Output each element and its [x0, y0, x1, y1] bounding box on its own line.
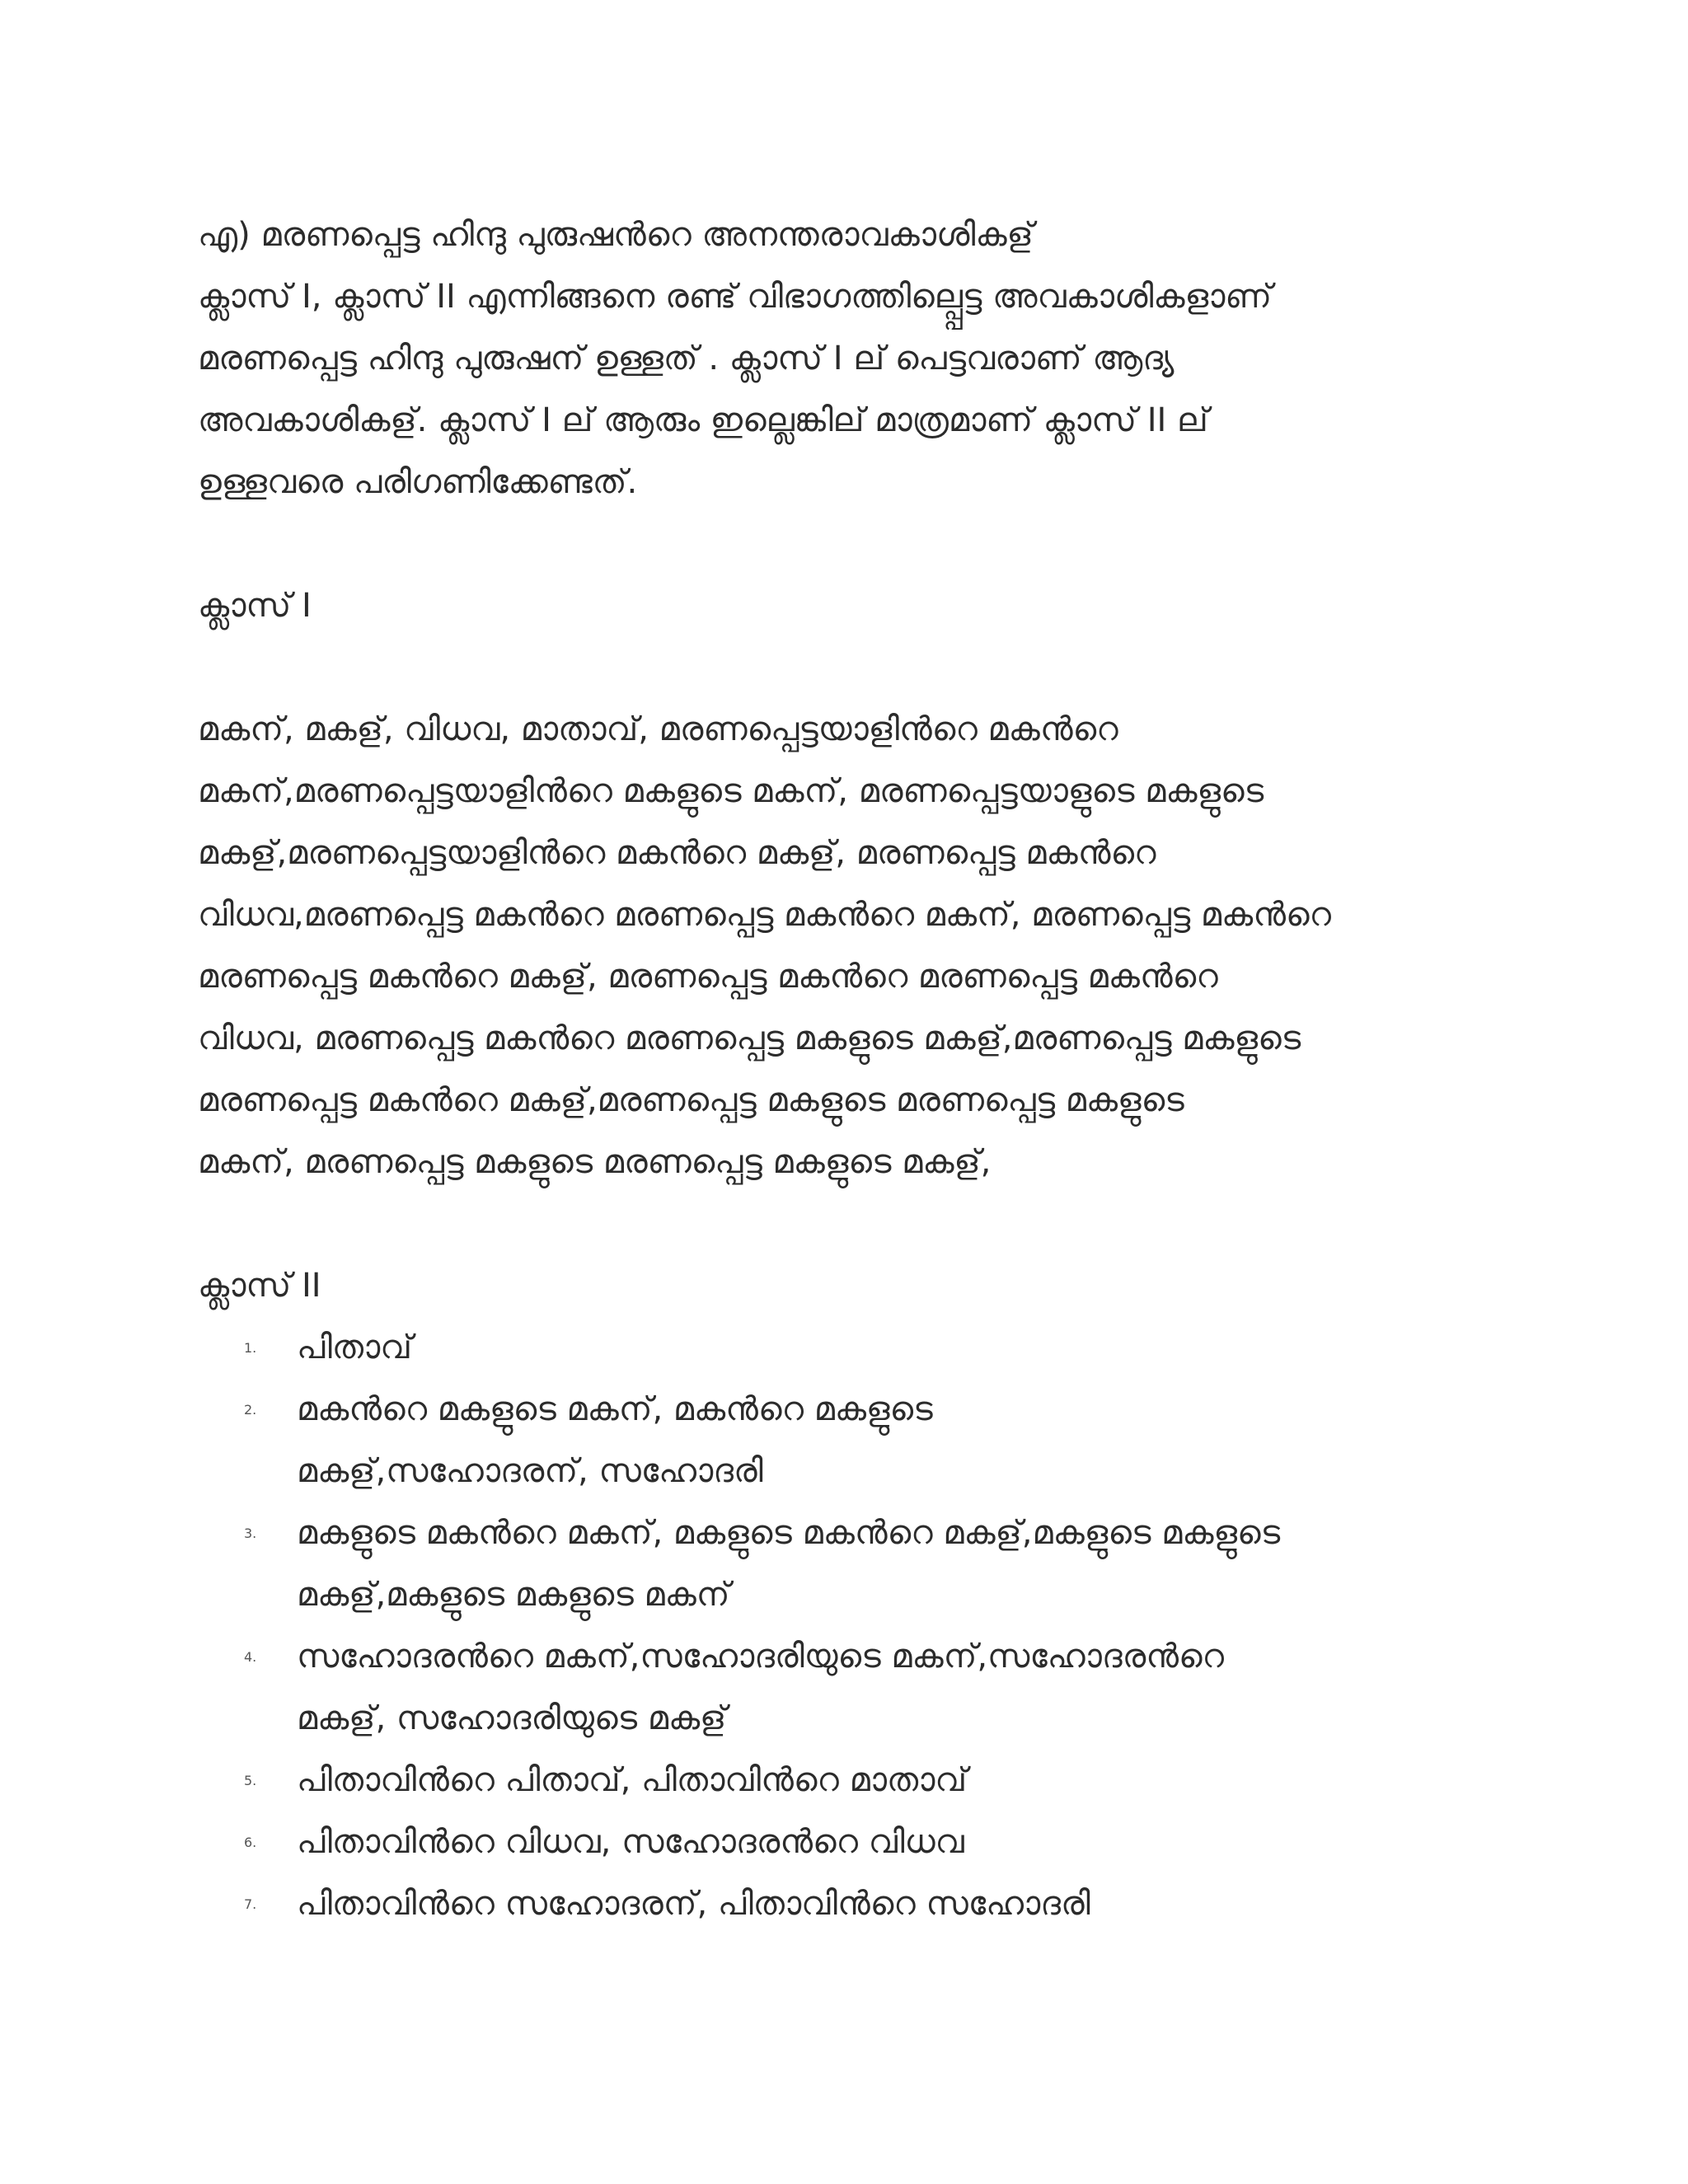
class1-line: വിധവ,മരണപ്പെട്ട മകന്‍റെ മരണപ്പെട്ട മകന്‍റെ മകന്, മരണപ്പെട്ട മകന്‍റെ	[198, 896, 1331, 934]
spacer	[198, 513, 1500, 575]
class2-heading: ക്ലാസ് II	[198, 1267, 321, 1305]
class1-line: മരണപ്പെട്ട മകന്‍റെ മകള്,മരണപ്പെട്ട മകളുടെ മരണപ്പെട്ട മകളുടെ	[198, 1081, 1184, 1119]
list-item	[198, 1873, 1500, 1935]
intro-line: മരണപ്പെട്ട ഹിന്ദു പുരുഷന് ഉള്ളത് . ക്ലാസ് I ല് പെട്ടവരാണ് ആദ്യ	[198, 340, 1175, 377]
list-number: 7.	[244, 1896, 257, 1912]
class1-line: മകന്, മരണപ്പെട്ട മകളുടെ മരണപ്പെട്ട മകളുടെ മകള്,	[198, 1143, 992, 1181]
intro-paragraph	[198, 204, 1500, 513]
class1-line: മകള്,മരണപ്പെട്ടയാളിന്‍റെ മകന്‍റെ മകള്, മരണപ്പെട്ട മകന്‍റെ	[198, 834, 1156, 872]
list-item-text: മകള്,മകളുടെ മകളുടെ മകന്	[297, 1576, 730, 1614]
list-item	[198, 1317, 1500, 1379]
class2-list	[198, 1317, 1500, 1935]
list-number: 1.	[244, 1340, 257, 1356]
spacer	[198, 637, 1500, 699]
class1-line: മകന്,മരണപ്പെട്ടയാളിന്‍റെ മകളുടെ മകന്, മരണപ്പെട്ടയാളുടെ മകളുടെ	[198, 772, 1264, 810]
list-item-text: മകള്, സഹോദരിയുടെ മകള്	[297, 1699, 727, 1737]
list-number: 5.	[244, 1773, 257, 1788]
list-item	[198, 1811, 1500, 1873]
class1-heading: ക്ലാസ് I	[198, 587, 312, 625]
class1-paragraph	[198, 699, 1500, 1193]
list-number: 6.	[244, 1835, 257, 1850]
class1-line: വിധവ, മരണപ്പെട്ട മകന്‍റെ മരണപ്പെട്ട മകളുടെ മകള്,മരണപ്പെട്ട മകളുടെ	[198, 1019, 1301, 1057]
intro-line: എ) മരണപ്പെട്ട ഹിന്ദു പുരുഷന്‍റെ അനന്തരാവകാശികള്	[198, 216, 1034, 254]
list-item-text: മകളുടെ മകന്‍റെ മകന്, മകളുടെ മകന്‍റെ മകള്,മകളുടെ മകളുടെ	[297, 1514, 1281, 1552]
list-item	[198, 1502, 1500, 1626]
list-item-text: സഹോദരന്‍റെ മകന്,സഹോദരിയുടെ മകന്,സഹോദരന്‍റെ	[297, 1638, 1225, 1675]
list-item	[198, 1379, 1500, 1502]
list-item	[198, 1626, 1500, 1750]
list-item-text: മകള്,സഹോദരന്, സഹോദരി	[297, 1452, 763, 1490]
list-number: 2.	[244, 1402, 257, 1418]
class1-line: മകന്, മകള്, വിധവ, മാതാവ്, മരണപ്പെട്ടയാളിന്‍റെ മകന്‍റെ	[198, 710, 1118, 748]
list-item-text: പിതാവ്	[297, 1329, 412, 1366]
list-number: 4.	[244, 1649, 257, 1665]
class1-line: മരണപ്പെട്ട മകന്‍റെ മകള്, മരണപ്പെട്ട മകന്‍റെ മരണപ്പെട്ട മകന്‍റെ	[198, 958, 1218, 996]
list-item-text: പിതാവിന്‍റെ പിതാവ്, പിതാവിന്‍റെ മാതാവ്	[297, 1761, 968, 1799]
spacer	[198, 1193, 1500, 1255]
intro-line: ക്ലാസ് I, ക്ലാസ് II എന്നിങ്ങനെ രണ്ട് വിഭാഗത്തില്പ്പെട്ട അവകാശികളാണ്	[198, 278, 1273, 316]
list-item-text: പിതാവിന്‍റെ വിധവ, സഹോദരന്‍റെ വിധവ	[297, 1823, 964, 1861]
intro-line: അവകാശികള്. ക്ലാസ് I ല് ആരും ഇല്ലെങ്കില് മാത്രമാണ് ക്ലാസ് II ല്	[198, 401, 1208, 439]
document-body	[198, 204, 1500, 1935]
list-item	[198, 1750, 1500, 1811]
list-item-text: മകന്‍റെ മകളുടെ മകന്, മകന്‍റെ മകളുടെ	[297, 1390, 933, 1428]
list-item-text: പിതാവിന്‍റെ സഹോദരന്, പിതാവിന്‍റെ സഹോദരി	[297, 1885, 1090, 1923]
list-number: 3.	[244, 1526, 257, 1541]
intro-line: ഉള്ളവരെ പരിഗണിക്കേണ്ടത്.	[198, 463, 638, 501]
